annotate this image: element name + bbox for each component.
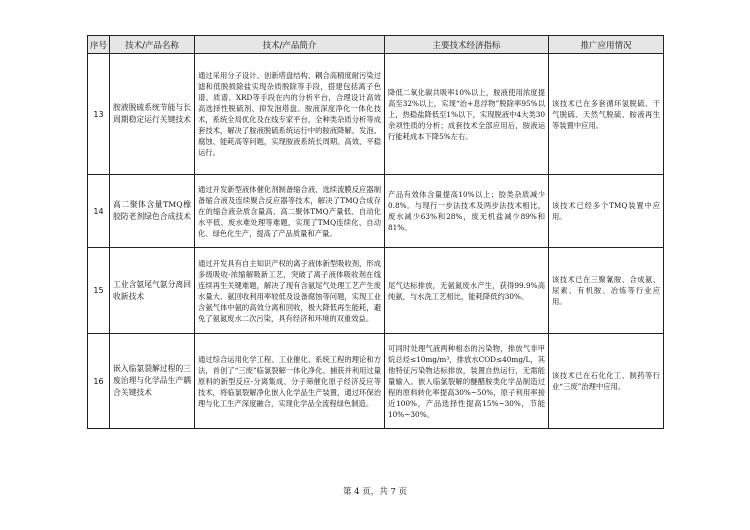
row-intro: 通过采用分子设计、创新塔盘结构、耦合高精度耐污染过滤和低脱损除盐实现杂质脱除等手段，搭建包括离子色谱、质谱、XRD等手段在内的分析平台，合理设计高效高选择性脱硫剂、抑发泡塔盘、胺液深度净化一体化技术，系统全局优化及在线专家平台，全种类杂质分析等成套技术，解决了胺液脱硫系统运行中的胺液降解、发泡、腐蚀、能耗高等问题，实现胺液系统长周期、高效、平稳运行。 [195, 54, 385, 175]
row-indicators: 产品有效体含量提高10%以上；胶类杂质减少0.8%。与现行一步法技术及两步法技术相比，废水减少63%和28%，废无机盐减少89%和81%。 [385, 175, 549, 248]
row-application: 该技术已在三聚氰胺、合成氨、尿素、有机胺、冶炼等行业应用。 [549, 248, 664, 334]
row-num: 13 [88, 54, 110, 175]
row-application: 该技术已在石化化工、制药等行业“三废”治理中应用。 [549, 334, 664, 429]
row-name: 高二聚体含量TMQ橡胶防老剂绿色合成技术 [110, 175, 195, 248]
table-header-row [88, 36, 664, 54]
header-num: 序号 [88, 36, 110, 54]
header-application: 推广应用情况 [549, 36, 664, 54]
row-num: 15 [88, 248, 110, 334]
table-row [88, 175, 664, 248]
row-application: 该技术已在多套循环氢脱硫、干气脱硫、天然气脱硫、胺液再生等装置中应用。 [549, 54, 664, 175]
row-num: 16 [88, 334, 110, 429]
header-name: 技术/产品名称 [110, 36, 195, 54]
row-name: 嵌入临氯裂解过程的三废治理与化学品生产耦合关键技术 [110, 334, 195, 429]
table-row [88, 54, 664, 175]
page-number-footer: 第 4 页，共 7 页 [342, 487, 408, 497]
row-name: 胺液脱硫系统节能与长周期稳定运行关键技术 [110, 54, 195, 175]
row-indicators: 尾气达标排放，无氨氮废水产生，获得99.9%高纯氨，与水洗工艺相比，能耗降低约30%。 [385, 248, 549, 334]
table-row [88, 248, 664, 334]
row-intro: 通过开发具有自主知识产权的离子液体新型吸收剂，形成多级吸收-浓缩解吸新工艺，突破了离子液体吸收剂在线连续再生关键难题，解决了现有含氨尾气处理工艺产生废水量大、氨回收利用率较低及设备腐蚀等问题，实现工业含氨气体中氨的高效分离和回收，极大降低再生能耗，避免了氨氮废水二次污染，具有经济和环境的双重效益。 [195, 248, 385, 334]
row-indicators: 可同时处理气液两种相态的污染物，排放气非甲烷总烃≤10mg/m³，排放水COD≤40mg/L，其他特征污染物达标排放，装置自热运行，无需能量输入。嵌入临氯裂解的醚醋胺类化学品制造过程的原料转化率提高30%~50%，原子利用率接近100%，产品选择性提高15%~30%，节能10%~30%。 [385, 334, 549, 429]
row-intro: 通过综合运用化学工程、工业催化、系统工程的理论和方法，首创了“三废”临氯裂解一体化净化、捕获并利用过量原料的新型反应-分离集成、分子筛催化原子经济反应等技术，将临氯裂解净化嵌入化学品生产装置，通过环保治理与化工生产深度融合，实现化学品全流程绿色制造。 [195, 334, 385, 429]
row-intro: 通过开发新型液体催化剂制备缩合液、选续流膜反应器制备缩合液及连续聚合反应器等技术，解决了TMQ合成存在的缩合液杂质含量高、高二聚体TMQ产量低、自动化水平低、废水难处理等难题，实现了TMQ连续化、自动化、绿色化生产，提高了产品质量和产量。 [195, 175, 385, 248]
header-intro: 技术/产品简介 [195, 36, 385, 54]
row-num: 14 [88, 175, 110, 248]
row-indicators: 降低二氧化碳共吸率10%以上，胺液使用浓度提高至32%以上，实现“治+息浮物”脱除率95%以上，热稳盐降低至1%以下，实现脱液中4大类30余项性质的分析；成套技术全部应用后，胺液运行能耗成本下降5%左右。 [385, 54, 549, 175]
row-application: 该技术已经多个TMQ装置中应用。 [549, 175, 664, 248]
table-row [88, 334, 664, 429]
row-name: 工业含氨尾气氨分离回收新技术 [110, 248, 195, 334]
tech-table [87, 35, 664, 429]
header-indicators: 主要技术经济指标 [385, 36, 549, 54]
